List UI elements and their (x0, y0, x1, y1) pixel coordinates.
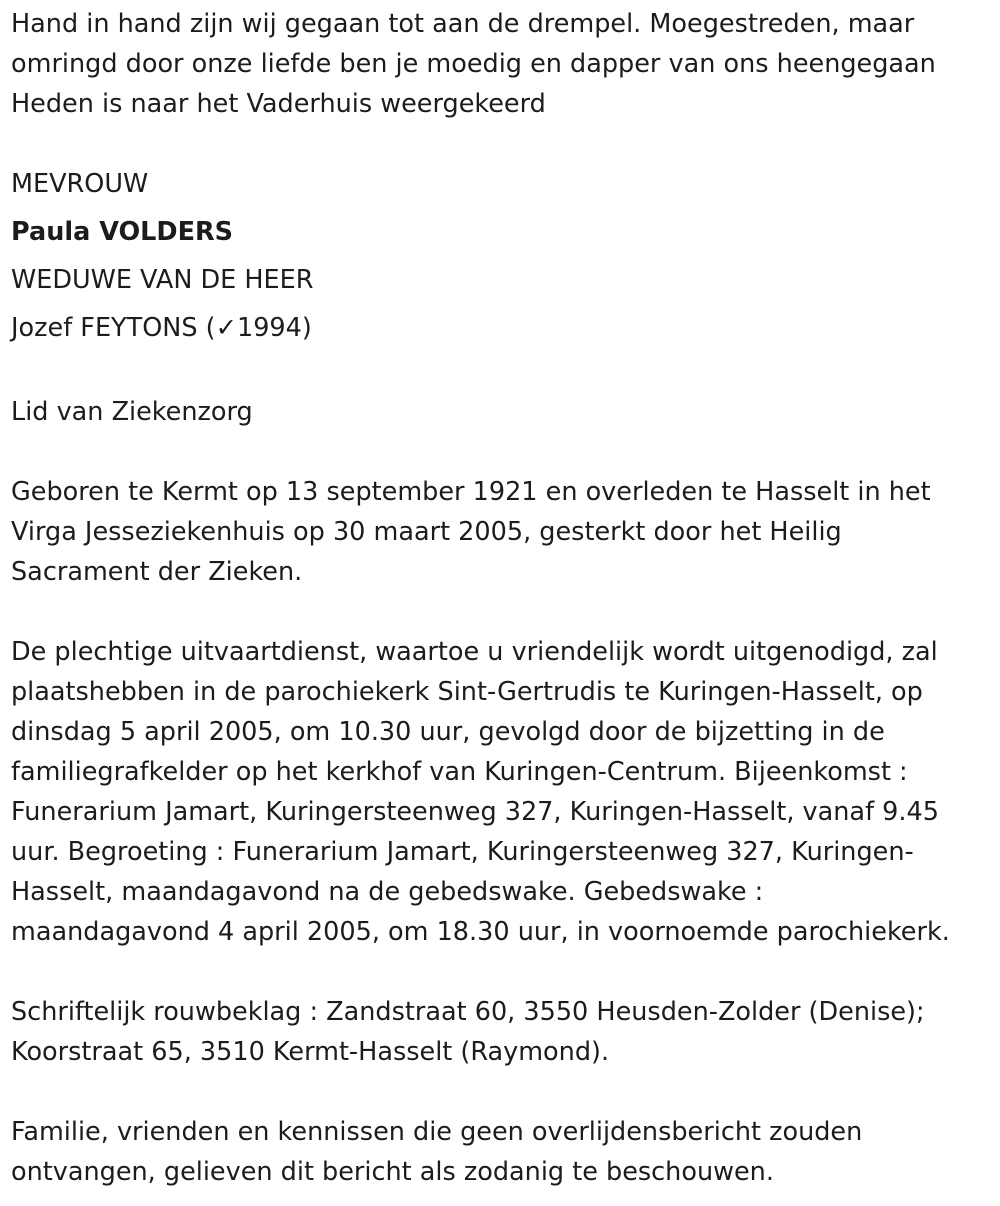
death-notice (11, 4, 991, 1192)
closing-paragraph (11, 1112, 991, 1192)
paragraph-spacer (11, 352, 991, 392)
spouse-name: Jozef FEYTONS (✓1994) (11, 313, 312, 343)
funeral-line: Funerarium Jamart, Kuringersteenweg 327, Kuringen-Hasselt, vanaf 9.45 (11, 797, 939, 827)
birth-death-line: Geboren te Kermt op 13 september 1921 en overleden te Hasselt in het (11, 477, 931, 507)
funeral-line: dinsdag 5 april 2005, om 10.30 uur, gevolgd door de bijzetting in de (11, 717, 885, 747)
condolences-line: Schriftelijk rouwbeklag : Zandstraat 60, 3550 Heusden-Zolder (Denise); (11, 997, 925, 1027)
paragraph-spacer (11, 952, 991, 992)
intro-paragraph (11, 4, 991, 124)
funeral-line: uur. Begroeting : Funerarium Jamart, Kuringersteenweg 327, Kuringen- (11, 837, 914, 867)
intro-line: Heden is naar het Vaderhuis weergekeerd (11, 89, 546, 119)
funeral-line: Hasselt, maandagavond na de gebedswake. Gebedswake : (11, 877, 764, 907)
funeral-line: maandagavond 4 april 2005, om 18.30 uur, in voornoemde parochiekerk. (11, 917, 950, 947)
closing-line: ontvangen, gelieven dit bericht als zodanig te beschouwen. (11, 1157, 774, 1187)
closing-line: Familie, vrienden en kennissen die geen overlijdensbericht zouden (11, 1117, 863, 1147)
intro-line: Hand in hand zijn wij gegaan tot aan de drempel. Moegestreden, maar (11, 9, 915, 39)
birth-death-paragraph (11, 472, 991, 592)
deceased-title: MEVROUW (11, 169, 149, 199)
birth-death-line: Virga Jesseziekenhuis op 30 maart 2005, gesterkt door het Heilig (11, 517, 842, 547)
funeral-line: De plechtige uitvaartdienst, waartoe u vriendelijk wordt uitgenodigd, zal (11, 637, 938, 667)
intro-line: omringd door onze liefde ben je moedig en dapper van ons heengegaan (11, 49, 936, 79)
funeral-line: familiegrafkelder op het kerkhof van Kuringen-Centrum. Bijeenkomst : (11, 757, 908, 787)
birth-death-line: Sacrament der Zieken. (11, 557, 303, 587)
deceased-block (11, 160, 991, 352)
funeral-paragraph (11, 632, 991, 952)
deceased-relation: WEDUWE VAN DE HEER (11, 265, 314, 295)
deceased-name: Paula VOLDERS (11, 217, 233, 247)
condolences-paragraph (11, 992, 991, 1072)
paragraph-spacer (11, 432, 991, 472)
paragraph-spacer (11, 124, 991, 164)
paragraph-spacer (11, 1072, 991, 1112)
paragraph-spacer (11, 592, 991, 632)
funeral-line: plaatshebben in de parochiekerk Sint-Gertrudis te Kuringen-Hasselt, op (11, 677, 923, 707)
condolences-line: Koorstraat 65, 3510 Kermt-Hasselt (Raymond). (11, 1037, 610, 1067)
membership: Lid van Ziekenzorg (11, 397, 253, 427)
